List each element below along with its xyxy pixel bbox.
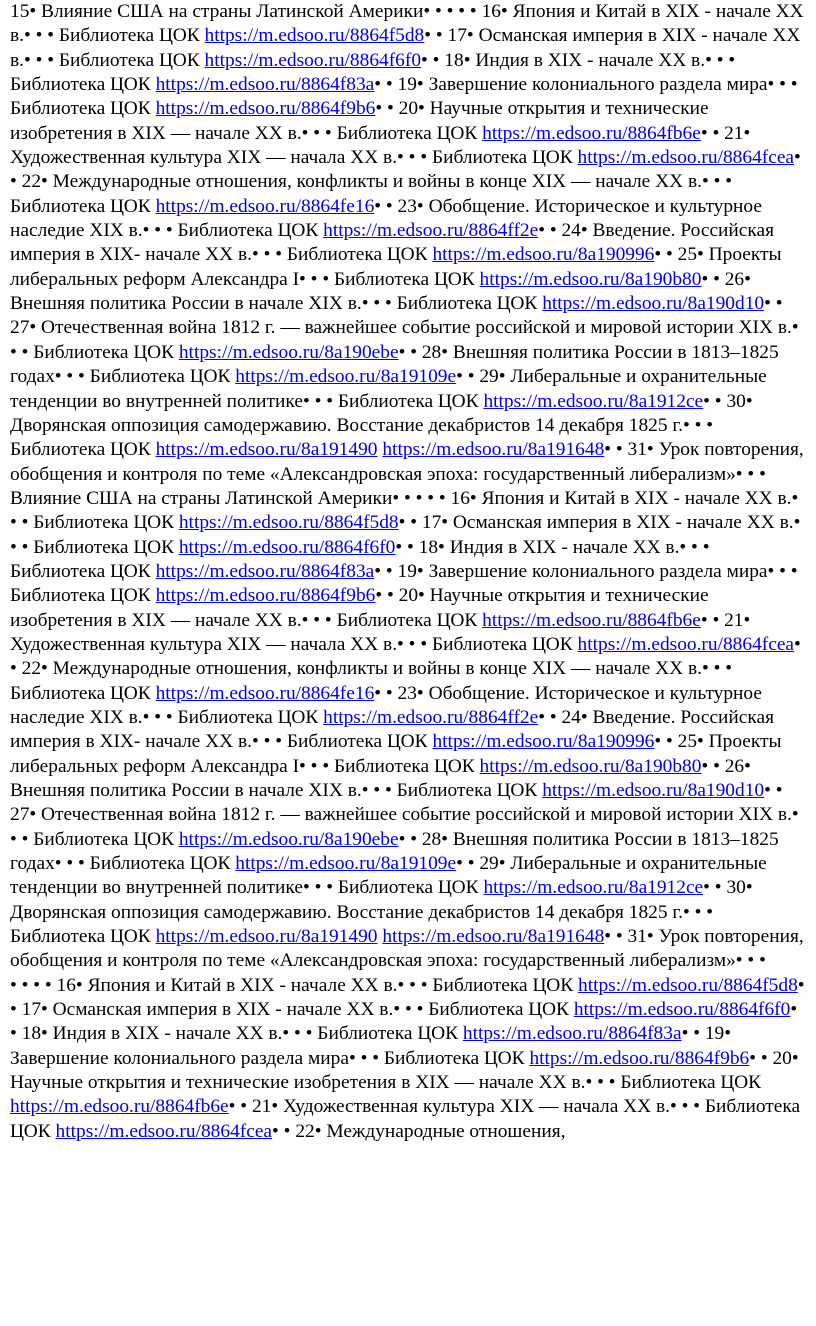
lesson-text: • • 31• Урок повторения, обобщения и контроля по теме «Александровская эпоха: государственный либерализм»• • • <box>10 926 804 972</box>
lesson-text: 15• Влияние США на страны Латинской Америки• • • • • 16• Япония и Китай в XIX - начале XX в.• • • Библиотека ЦОК <box>10 1 804 47</box>
library-link[interactable]: https://m.edsoo.ru/8a191490 <box>155 926 378 948</box>
library-link[interactable]: https://m.edsoo.ru/8864fb6e <box>10 1096 229 1118</box>
library-link[interactable]: https://m.edsoo.ru/8864f9b6 <box>529 1047 750 1069</box>
library-link[interactable]: https://m.edsoo.ru/8864fe16 <box>155 682 375 704</box>
library-link[interactable]: https://m.edsoo.ru/8864f5d8 <box>204 25 425 47</box>
lesson-text: • • 17• Османская империя в XIX - начале XX в.• • • Библиотека ЦОК <box>10 974 805 1021</box>
library-link[interactable]: https://m.edsoo.ru/8a190b80 <box>479 268 702 290</box>
lesson-text: • • 17• Османская империя в XIX - начале XX в.• • • Библиотека ЦОК <box>10 512 801 558</box>
lesson-text: • • 31• Урок повторения, обобщения и контроля по теме «Александровская эпоха: государственный либерализм»• • • <box>10 439 804 485</box>
library-link[interactable]: https://m.edsoo.ru/8864f5d8 <box>578 974 798 996</box>
library-link[interactable]: https://m.edsoo.ru/8a190ebe <box>178 828 399 850</box>
library-link[interactable]: https://m.edsoo.ru/8864fb6e <box>482 122 701 144</box>
library-link[interactable]: https://m.edsoo.ru/8864fe16 <box>155 195 375 217</box>
lesson-text: • • 22• Международные отношения, <box>272 1120 566 1142</box>
library-link[interactable]: https://m.edsoo.ru/8a191490 <box>155 439 378 461</box>
library-link[interactable]: https://m.edsoo.ru/8a190996 <box>432 244 655 266</box>
library-link[interactable]: https://m.edsoo.ru/8a19109e <box>235 366 457 388</box>
library-link[interactable]: https://m.edsoo.ru/8864f6f0 <box>573 999 791 1021</box>
library-link[interactable]: https://m.edsoo.ru/8864ff2e <box>323 220 539 242</box>
lesson-text: • • 30• Дворянская оппозиция самодержавию. Восстание декабристов 14 декабря 1825 г.• • • Библиотека ЦОК <box>10 390 753 461</box>
library-link[interactable]: https://m.edsoo.ru/8864f6f0 <box>178 536 396 558</box>
lesson-text: • • 19• Завершение колониального раздела мира• • • Библиотека ЦОК <box>10 1023 732 1069</box>
text-paragraph <box>10 487 808 974</box>
library-link[interactable]: https://m.edsoo.ru/8a190b80 <box>479 755 702 777</box>
lesson-text: • • 24• Введение. Российская империя в XIX- начале XX в.• • • Библиотека ЦОК <box>10 706 775 753</box>
library-link[interactable]: https://m.edsoo.ru/8864f83a <box>155 74 375 96</box>
lesson-text: • • 18• Индия в XIX - начале XX в.• • • Библиотека ЦОК <box>10 49 736 96</box>
lesson-text: • • 22• Международные отношения, конфликты и войны в конце XIX — начале XX в.• • • Библиотека ЦОК <box>10 147 801 217</box>
lesson-text: • • 21• Художественная культура XIX — начала XX в.• • • Библиотека ЦОК <box>10 609 751 655</box>
library-link[interactable]: https://m.edsoo.ru/8864ff2e <box>323 706 539 728</box>
lesson-text: • • 28• Внешняя политика России в 1813–1825 годах• • • Библиотека ЦОК <box>10 828 779 875</box>
library-link[interactable]: https://m.edsoo.ru/8a190996 <box>432 731 655 753</box>
lesson-text: • • 21• Художественная культура XIX — начала XX в.• • • Библиотека ЦОК <box>10 122 751 169</box>
lesson-text: • • 19• Завершение колониального раздела мира• • • Библиотека ЦОК <box>10 74 798 120</box>
lesson-text: • • 27• Отечественная война 1812 г. — важнейшее событие российской и мировой истории XIX в.• • • Библиотека ЦОК <box>10 780 799 850</box>
library-link[interactable]: https://m.edsoo.ru/8a191648 <box>382 926 605 948</box>
text-paragraph <box>10 0 808 487</box>
lesson-text: • • 20• Научные открытия и технические изобретения в XIX — начале XX в.• • • Библиотека ЦОК <box>10 1047 799 1094</box>
library-link[interactable]: https://m.edsoo.ru/8a19109e <box>235 853 457 875</box>
lesson-text: • • 29• Либеральные и охранительные тенденции во внутренней политике• • • Библиотека ЦОК <box>10 366 767 412</box>
lesson-text: • • 20• Научные открытия и технические изобретения в XIX — начале XX в.• • • Библиотека ЦОК <box>10 98 709 144</box>
lesson-text: • • 25• Проекты либеральных реформ Александра I• • • Библиотека ЦОК <box>10 731 782 777</box>
lesson-text: • • 24• Введение. Российская империя в XIX- начале XX в.• • • Библиотека ЦОК <box>10 220 775 266</box>
library-link[interactable]: https://m.edsoo.ru/8864fcea <box>55 1120 273 1142</box>
library-link[interactable]: https://m.edsoo.ru/8a1912ce <box>483 390 704 412</box>
lesson-text: • • • • 16• Япония и Китай в XIX - начале XX в.• • • Библиотека ЦОК <box>10 974 579 996</box>
lesson-text: • • 23• Обобщение. Историческое и культурное наследие XIX в.• • • Библиотека ЦОК <box>10 682 762 728</box>
lesson-text: • • 23• Обобщение. Историческое и культурное наследие XIX в.• • • Библиотека ЦОК <box>10 195 762 242</box>
lesson-text: • • 27• Отечественная война 1812 г. — важнейшее событие российской и мировой истории XIX в.• • • Библиотека ЦОК <box>10 293 799 363</box>
library-link[interactable]: https://m.edsoo.ru/8864f9b6 <box>155 98 376 120</box>
lesson-text: • • 26• Внешняя политика России в начале XIX в.• • • Библиотека ЦОК <box>10 755 751 801</box>
library-link[interactable]: https://m.edsoo.ru/8a1912ce <box>483 877 704 899</box>
library-link[interactable]: https://m.edsoo.ru/8864f6f0 <box>204 49 422 71</box>
library-link[interactable]: https://m.edsoo.ru/8a190d10 <box>542 780 765 801</box>
library-link[interactable]: https://m.edsoo.ru/8864fb6e <box>482 609 701 631</box>
lesson-text: • • 26• Внешняя политика России в начале XIX в.• • • Библиотека ЦОК <box>10 268 751 315</box>
lesson-text: Влияние США на страны Латинской Америки• • • • • 16• Япония и Китай в XIX - начале XX в.• • • Библиотека ЦОК <box>10 487 799 534</box>
library-link[interactable]: https://m.edsoo.ru/8a190ebe <box>178 341 399 363</box>
lesson-text: • • 17• Османская империя в XIX - начале XX в.• • • Библиотека ЦОК <box>10 25 801 71</box>
library-link[interactable]: https://m.edsoo.ru/8864fcea <box>577 633 795 655</box>
lesson-text: • • 20• Научные открытия и технические изобретения в XIX — начале XX в.• • • Библиотека ЦОК <box>10 585 709 631</box>
lesson-text: • • 28• Внешняя политика России в 1813–1825 годах• • • Библиотека ЦОК <box>10 341 779 388</box>
library-link[interactable]: https://m.edsoo.ru/8a190d10 <box>542 293 765 315</box>
lesson-text: • • 30• Дворянская оппозиция самодержавию. Восстание декабристов 14 декабря 1825 г.• • • Библиотека ЦОК <box>10 877 753 948</box>
lesson-text: • • 18• Индия в XIX - начале XX в.• • • Библиотека ЦОК <box>10 999 798 1045</box>
lesson-text: • • 25• Проекты либеральных реформ Александра I• • • Библиотека ЦОК <box>10 244 782 290</box>
lesson-text: • • 18• Индия в XIX - начале XX в.• • • Библиотека ЦОК <box>10 536 710 582</box>
library-link[interactable]: https://m.edsoo.ru/8864f83a <box>462 1023 682 1045</box>
lesson-text: • • 21• Художественная культура XIX — начала XX в.• • • Библиотека ЦОК <box>10 1096 801 1142</box>
lesson-text: • • 22• Международные отношения, конфликты и войны в конце XIX — начале XX в.• • • Библиотека ЦОК <box>10 633 801 704</box>
library-link[interactable]: https://m.edsoo.ru/8864f9b6 <box>155 585 376 607</box>
lesson-text: • • 29• Либеральные и охранительные тенденции во внутренней политике• • • Библиотека ЦОК <box>10 853 767 899</box>
lesson-text: • • 19• Завершение колониального раздела мира• • • Библиотека ЦОК <box>10 560 798 607</box>
library-link[interactable]: https://m.edsoo.ru/8a191648 <box>382 439 605 461</box>
library-link[interactable]: https://m.edsoo.ru/8864f83a <box>155 560 375 582</box>
library-link[interactable]: https://m.edsoo.ru/8864fcea <box>577 147 795 169</box>
text-paragraph <box>10 974 808 1144</box>
library-link[interactable]: https://m.edsoo.ru/8864f5d8 <box>178 512 399 534</box>
